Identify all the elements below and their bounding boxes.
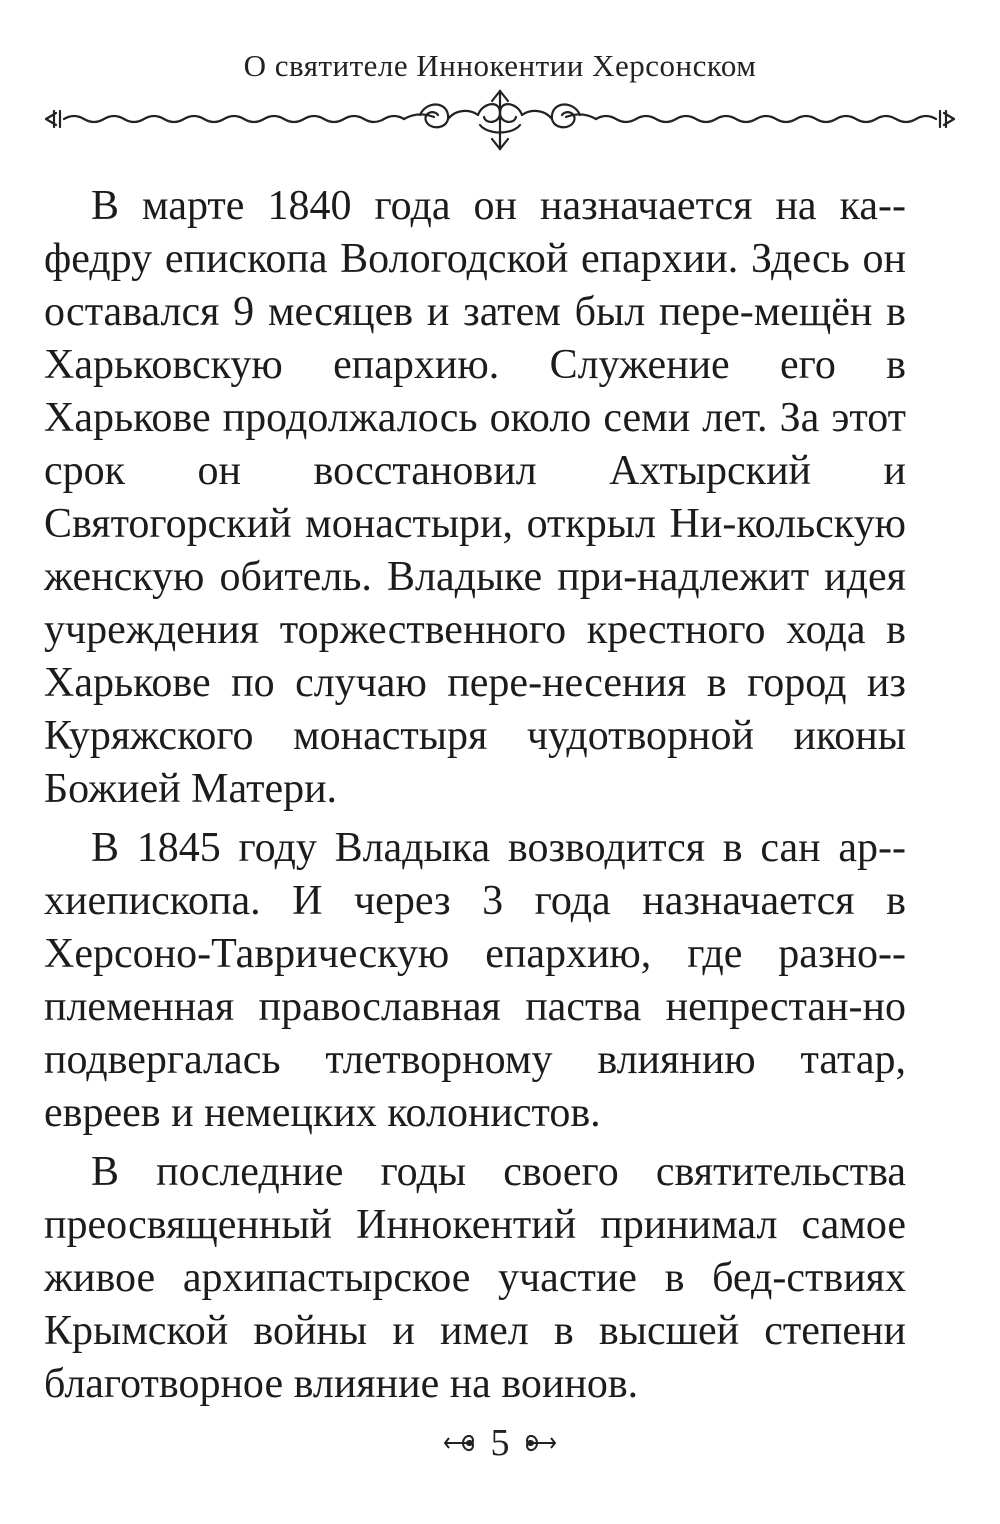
paragraph-2: В 1845 году Владыка возводится в сан ар-хиепископа. И через 3 года назначается в Херсоно-Таврическую епархию, где разно-племенная православная паства непрестан-но подвергалась тлетворному влиянию татар, евреев и немецких колонистов. bbox=[44, 825, 906, 1136]
page-number-text: 5 bbox=[490, 1422, 510, 1465]
paragraph-3: В последние годы своего святительства преосвященный Иннокентий принимал самое живое архипастырское участие в бед-ствиях Крымской войны и имел в высшей степени благотворное влияние на воинов. bbox=[44, 1149, 906, 1407]
right-folio-ornament-icon bbox=[523, 1428, 559, 1458]
decorative-flourish-icon bbox=[40, 85, 960, 155]
left-folio-ornament-icon bbox=[441, 1428, 477, 1458]
main-text bbox=[44, 180, 906, 1417]
paragraph-1: В марте 1840 года он назначается на ка-федру епископа Вологодской епархии. Здесь он оставался 9 месяцев и затем был пере-мещён в Харьковскую епархию. Служение его в Харькове продолжалось около семи лет. За этот срок он восстановил Ахтырский и Святогорский монастыри, открыл Ни-кольскую женскую обитель. Владыке при-надлежит идея учреждения торжественного крестного хода в Харькове по случаю пере-несения в город из Куряжского монастыря чудотворной иконы Божией Матери. bbox=[44, 183, 906, 812]
running-head: О святителе Иннокентии Херсонском bbox=[243, 48, 757, 83]
page-number bbox=[0, 1418, 1000, 1465]
